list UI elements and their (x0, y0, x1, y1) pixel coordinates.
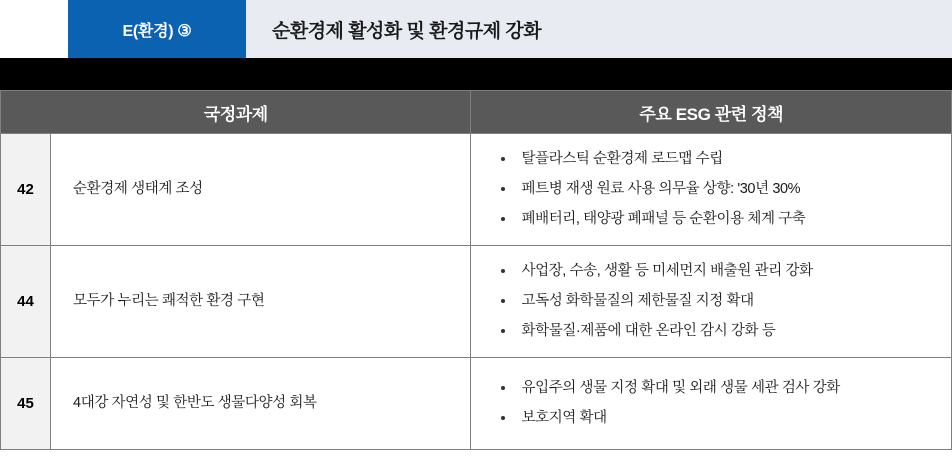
list-item-label: 사업장, 수송, 생활 등 미세먼지 배출원 관리 강화 (521, 262, 813, 279)
table-row (1, 246, 952, 358)
row-policy-list (471, 246, 952, 358)
list-item (521, 378, 939, 399)
row-policy-list (471, 134, 952, 246)
table-row (1, 134, 952, 246)
list-item (521, 261, 939, 282)
esg-category-badge: E(환경) ③ (68, 0, 246, 58)
bullet-dot-icon (501, 386, 505, 390)
bullet-dot-icon (501, 187, 505, 191)
policy-bullet-list (495, 261, 939, 342)
list-item-label: 고독성 화학물질의 제한물질 지정 확대 (521, 292, 754, 309)
list-item-label: 페트병 재생 원료 사용 의무율 상향: '30년 30% (521, 180, 801, 197)
bullet-dot-icon (501, 329, 505, 333)
bullet-dot-icon (501, 269, 505, 273)
list-item (521, 291, 939, 312)
table-row (1, 358, 952, 450)
policy-bullet-list (495, 149, 939, 230)
row-number: 45 (1, 358, 51, 450)
row-number: 42 (1, 134, 51, 246)
column-header-task: 국정과제 (1, 91, 471, 134)
list-item (521, 408, 939, 429)
column-header-policy: 주요 ESG 관련 정책 (471, 91, 952, 134)
list-item-label: 보호지역 확대 (521, 410, 607, 426)
list-item (521, 321, 939, 342)
table-header-row (1, 91, 952, 134)
list-item-label: 화학물질·제품에 대한 온라인 감시 강화 등 (521, 323, 776, 339)
row-task-title: 4대강 자연성 및 한반도 생물다양성 회복 (51, 358, 471, 450)
bullet-dot-icon (501, 157, 505, 161)
row-task-title: 순환경제 생태계 조성 (51, 134, 471, 246)
page-title: 순환경제 활성화 및 환경규제 강화 (272, 20, 542, 42)
policy-table (0, 90, 952, 450)
list-item (521, 209, 939, 230)
header-divider-bar (0, 58, 952, 90)
row-number: 44 (1, 246, 51, 358)
header-title-container (246, 0, 952, 58)
header-left-spacer (0, 0, 68, 58)
list-item-label: 폐배터리, 태양광 폐패널 등 순환이용 체계 구축 (521, 211, 806, 227)
policy-bullet-list (495, 378, 939, 429)
list-item-label: 탈플라스틱 순환경제 로드맵 수립 (521, 150, 723, 167)
list-item (521, 149, 939, 170)
list-item (521, 179, 939, 200)
bullet-dot-icon (501, 299, 505, 303)
row-policy-list (471, 358, 952, 450)
row-task-title: 모두가 누리는 쾌적한 환경 구현 (51, 246, 471, 358)
section-header (0, 0, 952, 58)
list-item-label: 유입주의 생물 지정 확대 및 외래 생물 세관 검사 강화 (521, 379, 840, 396)
bullet-dot-icon (501, 416, 505, 420)
bullet-dot-icon (501, 217, 505, 221)
